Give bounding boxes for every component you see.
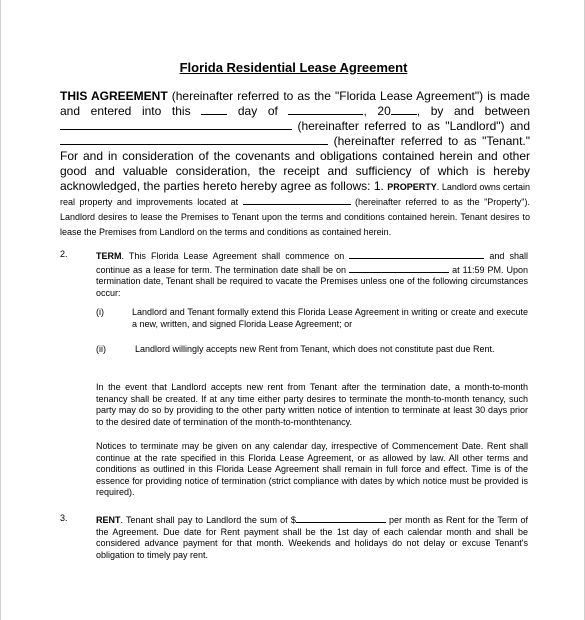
rent-section-number: 3.: [60, 513, 68, 523]
term-item-numeral: (ii): [96, 344, 106, 354]
term-section-number: 2.: [60, 249, 68, 259]
rent-section: RENT. Tenant shall pay to Landlord the sum of $ per month as Rent for the Term of the Agreement. Due date for Rent payment shall be the 1st day of each calendar month and shall be considered advance payment for that month. Weekends and holidays do not delay or excuse Tenant's obligation to timely pay rent.: [96, 515, 528, 560]
document-title: Florida Residential Lease Agreement: [179, 60, 408, 75]
term-item-numeral: (i): [96, 307, 104, 317]
term-section: TERM. This Florida Lease Agreement shall commence on and shall continue as a lease for term. The termination date shall be on at 11:59 PM. Upon termination date, Tenant shall be required to vacate the Premises unless one of the following circumstances occur:: [96, 251, 528, 298]
property-address-blank: [243, 195, 351, 205]
year-blank: [391, 105, 417, 115]
commencement-date-blank: [349, 249, 484, 259]
day-blank: [201, 105, 227, 115]
intro-paragraph: THIS AGREEMENT (hereinafter referred to as the "Florida Lease Agreement") is made and entered into this day of , 20 , by and between (hereinafter referred to as "Landlord") and (hereinafter referred to as "Tenant." For and in consideration of the covenants and obligations contained herein and other good and valuable consideration, the receipt and sufficiency of which is hereby acknowledged, the parties hereto hereby agree as follows: 1. PROPERTY. Landlord owns certain real property and improvements located at (hereinafter referred to as the "Property"). Landlord desires to lease the Premises to Tenant upon the terms and conditions contained herein. Tenant desires to lease the Premises from Landlord on the terms and conditions as contained herein.: [60, 89, 531, 237]
rent-label: RENT: [96, 515, 121, 525]
property-label: PROPERTY: [387, 182, 437, 192]
term-label: TERM: [96, 251, 122, 261]
tenant-name-blank: [60, 135, 328, 145]
this-agreement-label: THIS AGREEMENT: [60, 89, 168, 103]
term-item: Landlord willingly accepts new Rent from Tenant, which does not constitute past due Rent.: [135, 344, 495, 354]
term-item: Landlord and Tenant formally extend this Florida Lease Agreement in writing or create and execute a new, written, and signed Florida Lease Agreement; or: [132, 307, 528, 329]
landlord-name-blank: [60, 120, 292, 130]
month-blank: [288, 105, 363, 115]
notice-paragraph: Notices to terminate may be given on any calendar day, irrespective of Commencement Date. Rent shall continue at the rate specified in this Florida Lease Agreement, or as allowed by law. All other terms and conditions as outlined in this Florida Lease Agreement shall remain in full force and effect. Time is of the essence for providing notice of termination (strict compliance with dates by which notice must be provided is required).: [96, 441, 528, 497]
termination-date-blank: [349, 263, 449, 273]
rent-amount-blank: [296, 513, 386, 523]
month-to-month-paragraph: In the event that Landlord accepts new rent from Tenant after the termination date, a month-to-month tenancy shall be created. If at any time either party desires to terminate the month-to-month tenancy, such party may do so by providing to the other party written notice of intention to terminate at least 30 days prior to the desired date of termination of the month-to-monthtenancy.: [96, 382, 528, 427]
